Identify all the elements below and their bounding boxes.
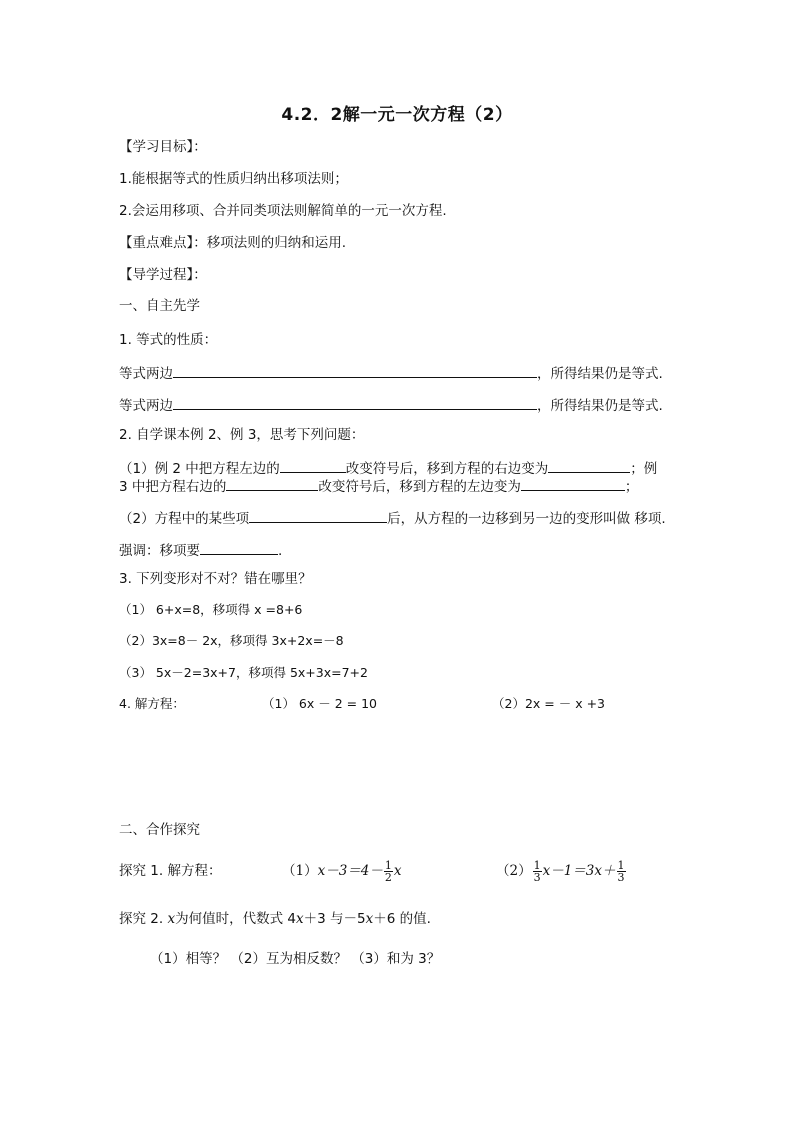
e1-1-expression: x－3＝4－	[317, 863, 383, 879]
e1-2-prefix: （2）	[496, 863, 532, 879]
q1-line-b	[119, 395, 663, 415]
answer-blank[interactable]	[521, 476, 625, 491]
answer-blank[interactable]	[200, 540, 278, 555]
explore-1-equation-2	[496, 854, 627, 888]
answer-blank[interactable]	[173, 395, 537, 410]
section-1-heading: 一、自主先学	[119, 298, 200, 314]
q2-1-text-b: 改变符号后，移到方程的右边变为	[345, 461, 549, 477]
answer-blank[interactable]	[548, 458, 630, 473]
goals-heading: 【学习目标】：	[119, 139, 207, 155]
key-text: ：移项法则的归纳和运用.	[193, 235, 347, 251]
explore-1-label: 探究 1. 解方程：	[119, 863, 222, 879]
emphasis-line	[119, 540, 282, 560]
fraction-denominator: 2	[384, 871, 392, 884]
q2-2-line	[119, 508, 666, 528]
fraction-numerator: 1	[533, 859, 541, 872]
page-title: 4.2．2解一元一次方程（2）	[281, 105, 513, 125]
q2-2-text-a: （2）方程中的某些项	[119, 511, 250, 527]
explore-1-equation-1	[282, 854, 402, 888]
answer-blank[interactable]	[226, 476, 318, 491]
q2-1-text-a: （1）例 2 中把方程左边的	[119, 461, 280, 477]
fraction	[533, 860, 542, 883]
fraction-numerator: 1	[617, 859, 625, 872]
q3-item-1: （1） 6+x=8，移项得 x =8+6	[119, 602, 303, 617]
section-2-heading: 二、合作探究	[119, 822, 200, 838]
explore-2-text-c: ＋3 与－5	[303, 911, 366, 927]
answer-blank[interactable]	[280, 458, 346, 473]
q1-line-b-prefix: 等式两边	[119, 398, 173, 414]
question-4-label: 4. 解方程：	[119, 696, 185, 711]
answer-blank[interactable]	[249, 508, 387, 523]
answer-blank[interactable]	[173, 363, 537, 378]
q1-line-a-prefix: 等式两边	[119, 366, 173, 382]
explore-2-text-d: ＋6 的值.	[373, 911, 431, 927]
q1-line-a-suffix: ，所得结果仍是等式.	[537, 366, 663, 382]
e1-1-prefix: （1）	[282, 863, 318, 879]
q2-2-text-b: 后，从方程的一边移到另一边的变形叫做 移项.	[387, 511, 666, 527]
goal-1: 1.能根据等式的性质归纳出移项法则；	[119, 171, 348, 187]
explore-2-variable: x	[365, 911, 374, 927]
explore-2-label: 探究 2.	[119, 911, 168, 927]
q4-equation-1: （1） 6x － 2 = 10	[262, 696, 378, 711]
explore-2-options: （1）相等？ （2）互为相反数？ （3）和为 3？	[150, 951, 441, 967]
fraction	[617, 860, 626, 883]
explore-2-variable: x	[167, 911, 176, 927]
q2-1-text-d: 3 中把方程右边的	[119, 479, 227, 495]
q2-1-text-c: ；例	[630, 461, 658, 477]
q4-equation-2: （2）2x = － x +3	[492, 696, 605, 711]
process-heading: 【导学过程】：	[119, 267, 207, 283]
e1-2-expression: x－1＝3x＋	[542, 863, 616, 879]
fraction	[384, 860, 393, 883]
q1-line-b-suffix: ，所得结果仍是等式.	[537, 398, 663, 414]
fraction-numerator: 1	[384, 859, 392, 872]
explore-2-variable: x	[295, 911, 304, 927]
q2-1-line-a	[119, 458, 657, 478]
q1-line-a	[119, 363, 663, 383]
emphasis-period: .	[278, 543, 283, 559]
explore-2-text-b: 为何值时，代数式 4	[175, 911, 296, 927]
q3-item-3: （3） 5x－2=3x+7，移项得 5x+3x=7+2	[119, 665, 368, 680]
emphasis-text: 强调：移项要	[119, 543, 200, 559]
e1-1-variable: x	[393, 863, 402, 879]
explore-2-line	[119, 910, 431, 928]
key-label: 【重点难点】	[119, 235, 194, 251]
q2-1-line-b	[119, 476, 638, 496]
question-3: 3. 下列变形对不对？错在哪里？	[119, 571, 312, 587]
fraction-denominator: 3	[533, 871, 541, 884]
q3-item-2: （2）3x=8－ 2x，移项得 3x+2x=－8	[119, 633, 344, 648]
key-points	[119, 234, 346, 252]
fraction-denominator: 3	[617, 871, 625, 884]
q2-1-text-e: 改变符号后，移到方程的左边变为	[318, 479, 521, 495]
question-2: 2. 自学课本例 2、例 3，思考下列问题：	[119, 427, 365, 443]
question-1: 1. 等式的性质：	[119, 332, 218, 348]
goal-2: 2.会运用移项、合并同类项法则解简单的一元一次方程.	[119, 203, 447, 219]
q2-1-text-f: ；	[624, 479, 639, 495]
